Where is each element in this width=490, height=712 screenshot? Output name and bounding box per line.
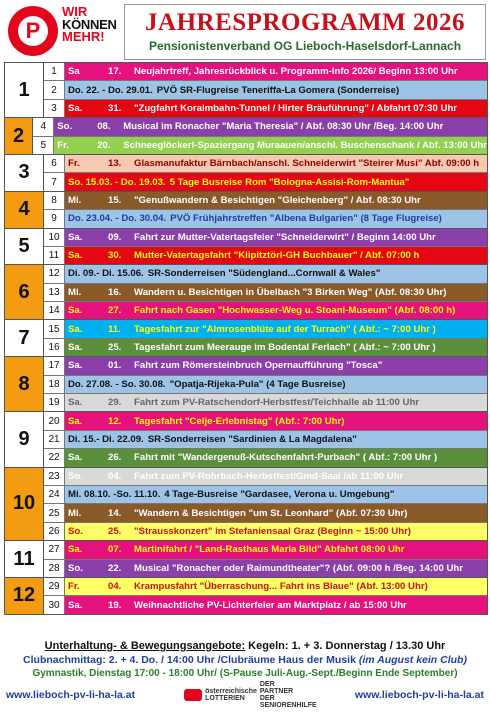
event-cell [65, 229, 487, 246]
month-block [5, 192, 487, 229]
month-number: 2 [5, 118, 33, 154]
event-cell [65, 523, 487, 540]
event-date: 25. [108, 525, 122, 537]
event-title: Martinifahrt / "Land-Rasthaus Maria Bild" Abfahrt 08:00 Uhr [134, 544, 405, 556]
event-date: 31. [108, 102, 122, 114]
page-subtitle: Pensionistenverband OG Lieboch-Haselsdorf-Lannach [148, 39, 462, 53]
footer-line-2-note: (im August kein Club) [358, 654, 467, 666]
event-day: So. [57, 121, 73, 133]
month-number: 8 [5, 357, 44, 411]
event-day: Sa. [68, 415, 83, 427]
footer-line-2-text: Clubnachmittag: 2. + 4. Do. / 14:00 Uhr /Clubräume Haus der Musik [23, 654, 359, 666]
event-day: Sa. [68, 305, 83, 317]
month-events [44, 357, 487, 411]
event-title: Tagesfahrt zum Meerauge im Bodental Ferlach" ( Abf.: ~ 7:00 Uhr ) [134, 342, 436, 354]
month-events [44, 541, 487, 577]
event-row [44, 357, 487, 375]
event-row [44, 265, 487, 283]
event-date: 30. [108, 250, 122, 262]
month-number: 7 [5, 320, 44, 356]
event-cell [65, 394, 487, 411]
event-number: 26 [44, 523, 65, 540]
header [4, 4, 486, 60]
event-cell [65, 578, 487, 595]
event-number: 10 [44, 229, 65, 246]
event-row [44, 504, 487, 522]
event-date: 12. [108, 415, 122, 427]
event-date: 13. [108, 158, 122, 170]
pv-logo [8, 6, 58, 56]
slogan [62, 6, 120, 56]
event-day: Mi. [68, 194, 82, 206]
event-day: Fr. [57, 139, 69, 151]
event-number: 17 [44, 357, 65, 374]
event-number: 18 [44, 376, 65, 393]
event-number: 24 [44, 486, 65, 503]
month-events [44, 412, 487, 466]
slogan-line-2: KÖNNEN [62, 16, 117, 32]
month-block [5, 155, 487, 192]
event-date: 17. [108, 66, 122, 78]
event-date: 20. [97, 139, 111, 151]
event-title: "Zugfahrt Koralmbahn-Tunnel / Hirter Bräuführung" / Abfahrt 07:30 Uhr [134, 102, 458, 114]
event-title: "Genußwandern & Besichtigen "Gleichenberg" / Abf. 08:30 Uhr [134, 194, 421, 206]
event-date: 04. [108, 581, 122, 593]
footer-line-1-label: Unterhaltung- & Bewegungsangebote: [44, 640, 246, 652]
event-title: Tagesfahrt zur "Almrosenblüte auf der Turrach" ( Abf.: ~ 7:00 Uhr ) [134, 323, 436, 335]
event-date: 14. [108, 507, 122, 519]
event-title: SR-Sonderreisen "Südengland...Cornwall & Wales" [147, 268, 381, 280]
event-date: 27. [108, 305, 122, 317]
event-number: 25 [44, 504, 65, 521]
event-row [44, 155, 487, 173]
month-events [44, 63, 487, 117]
logo-letter: P [18, 16, 48, 46]
event-number: 4 [33, 118, 54, 135]
event-day: Fr. [68, 581, 80, 593]
month-block [5, 578, 487, 614]
event-cell [65, 63, 487, 80]
event-title: 4 Tage-Busreise "Gardasee, Verona u. Umgebung" [164, 489, 395, 501]
month-events [44, 320, 487, 356]
event-title: "Strausskonzert" im Stefaniensaal Graz (Beginn ~ 15:00 Uhr) [134, 525, 412, 537]
month-block [5, 63, 487, 118]
lotterien-clover-icon [184, 689, 202, 701]
event-number: 28 [44, 560, 65, 577]
event-date: 07. [108, 544, 122, 556]
event-number: 15 [44, 320, 65, 337]
month-block [5, 265, 487, 320]
event-title: Glasmanufaktur Bärnbach/anschl. Schneiderwirt "Steirer Musi" Abf. 09:00 h [134, 158, 480, 170]
event-cell [65, 320, 487, 337]
footer-line-4 [4, 681, 486, 709]
event-cell [65, 468, 487, 485]
event-number: 1 [44, 63, 65, 80]
event-row [44, 210, 487, 227]
event-number: 6 [44, 155, 65, 172]
event-cell [65, 339, 487, 356]
event-number: 27 [44, 541, 65, 558]
sponsor-main: LOTTERIEN [205, 695, 245, 702]
month-events [44, 265, 487, 319]
month-number: 6 [5, 265, 44, 319]
event-day: Sa. [68, 397, 83, 409]
program-table [4, 62, 488, 615]
event-day: Sa. [68, 342, 83, 354]
month-events [44, 155, 487, 191]
event-day: Sa. [68, 599, 83, 611]
month-block [5, 412, 487, 467]
event-row [44, 63, 487, 81]
event-row [44, 339, 487, 356]
event-day: Sa. [68, 360, 83, 372]
event-number: 23 [44, 468, 65, 485]
event-title: Krampusfahrt "Überraschung... Fahrt ins Blaue" (Abf. 13:00 Uhr) [134, 581, 428, 593]
event-title: Neujahrtreff, Jahresrückblick u. Programm-Info 2026/ Beginn 13:00 Uhr [134, 66, 458, 78]
event-day: Do. 27.08. - So. 30.08. [68, 378, 166, 390]
month-events [44, 468, 487, 541]
month-number: 5 [5, 229, 44, 265]
month-events [44, 229, 487, 265]
event-title: PVÖ Frühjahrstreffen "Albena Bulgarien" (8 Tage Flugreise) [170, 213, 442, 225]
event-cell [65, 376, 487, 393]
event-title: 5 Tage Busreise Rom "Bologna-Assisi-Rom-Mantua" [169, 176, 410, 188]
program-page [4, 4, 487, 709]
month-number: 11 [5, 541, 44, 577]
event-number: 29 [44, 578, 65, 595]
month-block [5, 320, 487, 357]
event-cell [65, 357, 487, 374]
month-block [5, 118, 487, 155]
event-title: Fahrt mit "Wandergenuß-Kutschenfahrt-Purbach" ( Abf.: 7:00 Uhr ) [134, 452, 438, 464]
event-day: Sa. [68, 102, 83, 114]
event-row [44, 320, 487, 338]
event-cell [65, 265, 487, 282]
event-cell [65, 302, 487, 319]
title-box [124, 4, 486, 60]
footer-line-1 [4, 640, 486, 652]
event-day: So. [68, 470, 83, 482]
month-number: 1 [5, 63, 44, 117]
event-cell [65, 449, 487, 466]
event-row [44, 376, 487, 394]
slogan-line-3: MEHR! [62, 29, 105, 44]
event-date: 29. [108, 397, 122, 409]
event-number: 3 [44, 100, 65, 117]
footer-line-2 [4, 654, 486, 666]
event-day: So. 15.03. - Do. 19.03. [68, 176, 166, 188]
month-number: 3 [5, 155, 44, 191]
event-title: Fahrt zur Mutter-Vatertagsfeier "Schneiderwirt" / Beginn 14:00 Uhr [134, 231, 436, 243]
event-row [44, 523, 487, 540]
event-date: 04. [108, 470, 122, 482]
sponsor-top: österreichische [205, 688, 257, 695]
event-title: Tagesfahrt "Celje-Erlebnistag" (Abf.: 7:00 Uhr) [134, 415, 345, 427]
event-day: Mi. [68, 507, 82, 519]
event-date: 19. [108, 599, 122, 611]
event-date: 26. [108, 452, 122, 464]
event-number: 5 [33, 137, 54, 154]
event-row [44, 578, 487, 596]
event-date: 11. [108, 323, 121, 335]
event-number: 13 [44, 284, 65, 301]
event-day: Mi. 08.10. -So. 11.10. [68, 489, 161, 501]
month-block [5, 357, 487, 412]
footer-line-1-text: Kegeln: 1. + 3. Donnerstag / 13.30 Uhr [245, 640, 446, 652]
event-number: 14 [44, 302, 65, 319]
event-row [44, 100, 487, 117]
event-title: Fahrt zum Römersteinbruch Opernaufführung "Tosca" [134, 360, 383, 372]
event-number: 2 [44, 81, 65, 98]
month-number: 9 [5, 412, 44, 466]
event-title: Fahrt zum PV-Ratschendorf-Herbstfest/Teichhalle ab 11:00 Uhr [134, 397, 420, 409]
event-title: PVÖ SR-Flugreise Teneriffa-La Gomera (Sonderreise) [156, 84, 400, 96]
event-title: SR-Sonderreisen "Sardinien & La Magdalena" [147, 434, 357, 445]
event-number: 16 [44, 339, 65, 356]
event-cell [65, 155, 487, 172]
event-day: Sa. [68, 231, 83, 243]
event-number: 19 [44, 394, 65, 411]
month-block [5, 541, 487, 578]
footer [4, 640, 486, 709]
event-row [44, 596, 487, 613]
event-day: Sa. [68, 323, 83, 335]
event-cell [65, 192, 487, 209]
event-row [44, 449, 487, 466]
event-row [33, 118, 487, 136]
month-number: 10 [5, 468, 44, 541]
event-day: Sa. [68, 452, 83, 464]
sponsor-partner: DER PARTNER DER SENIORENHILFE [259, 681, 317, 709]
event-day: Do. 22. - Do. 29.01. [68, 84, 153, 96]
event-row [44, 192, 487, 210]
event-date: 25. [108, 342, 122, 354]
event-number: 7 [44, 173, 65, 190]
event-cell [54, 137, 487, 154]
website-link-left[interactable]: www.lieboch-pv-li-ha-la.at [6, 689, 136, 701]
event-cell [65, 210, 487, 227]
month-events [44, 578, 487, 614]
event-cell [65, 596, 487, 613]
event-title: "Opatja-Rijeka-Pula" (4 Tage Busreise) [169, 378, 346, 390]
event-cell [65, 247, 487, 264]
event-cell [65, 81, 487, 98]
event-row [44, 541, 487, 559]
event-day: Sa. [68, 250, 83, 262]
event-title: Mutter-Vatertagsfahrt "Klipitztörl-GH Buchbauer" / Abf. 07:00 h [134, 250, 420, 262]
event-row [44, 412, 487, 430]
footer-line-3: Gymnastik, Dienstag 17:00 - 18:00 Uhr/ (S-Pause Juli-Aug.-Sept./Beginn Ende September) [32, 668, 458, 679]
event-number: 22 [44, 449, 65, 466]
event-cell [54, 118, 487, 135]
event-title: Fahrt nach Gasen "Hochwasser-Weg u. Stoani-Museum" (Abf. 08:00 h) [134, 305, 456, 317]
event-number: 21 [44, 431, 65, 448]
event-number: 9 [44, 210, 65, 227]
event-cell [65, 560, 487, 577]
event-title: "Wandern & Besichtigen "um St. Leonhard" (Abf. 07:30 Uhr) [134, 507, 408, 519]
event-number: 12 [44, 265, 65, 282]
event-title: Wandern u. Besichtigen in Übelbach "3 Birken Weg" (Abf. 08:30 Uhr) [134, 286, 447, 298]
slogan-line-1: WIR [62, 4, 88, 19]
sponsor-text [205, 688, 257, 702]
event-day: Mi. [68, 286, 82, 298]
event-number: 11 [44, 247, 65, 264]
event-day: Di. 09.- Di. 15.06. [68, 268, 144, 280]
event-cell [65, 504, 487, 521]
event-row [33, 137, 487, 154]
event-title: Schneeglöckerl-Spaziergang Muraauen/anschl. Buschenschank / Abf. 13:00 Uhr [123, 139, 487, 151]
event-day: Fr. [68, 158, 80, 170]
event-row [44, 302, 487, 319]
event-date: 01. [108, 360, 122, 372]
month-block [5, 468, 487, 542]
sponsor-logo [184, 681, 317, 709]
event-cell [65, 486, 487, 503]
event-number: 8 [44, 192, 65, 209]
event-day: So. [68, 525, 83, 537]
event-cell [65, 431, 487, 448]
event-title: Musical "Ronacher oder Raimundtheater"? (Abf. 09:00 h /Beg. 14:00 Uhr [134, 562, 463, 574]
month-block [5, 229, 487, 266]
event-date: 16. [108, 286, 122, 298]
event-cell [65, 412, 487, 429]
event-date: 15. [108, 194, 122, 206]
page-title: JAHRESPROGRAMM 2026 [145, 9, 465, 36]
event-cell [65, 100, 487, 117]
event-number: 20 [44, 412, 65, 429]
event-row [44, 560, 487, 577]
event-day: Do. 23.04. - Do. 30.04. [68, 213, 167, 225]
event-day: Di. 15.- Di. 22.09. [68, 434, 144, 445]
event-row [44, 247, 487, 264]
event-row [44, 173, 487, 190]
event-title: Weihnachtliche PV-Lichterfeier am Marktplatz / ab 15:00 Uhr [134, 599, 407, 611]
event-date: 09. [108, 231, 122, 243]
event-cell [65, 284, 487, 301]
event-row [44, 284, 487, 302]
event-date: 22. [108, 562, 122, 574]
month-number: 12 [5, 578, 44, 614]
event-cell [65, 541, 487, 558]
month-events [44, 192, 487, 228]
event-row [44, 394, 487, 411]
month-events [33, 118, 487, 154]
event-title: Fahrt zum PV-Rohrbach-Herbstfest/Gmd-Saal /ab 11:00 Uhr [134, 470, 404, 482]
event-row [44, 229, 487, 247]
website-link-right[interactable]: www.lieboch-pv-li-ha-la.at [354, 689, 484, 701]
event-row [44, 431, 487, 449]
event-row [44, 468, 487, 486]
event-day: Sa. [68, 544, 83, 556]
event-row [44, 486, 487, 504]
event-date: 08. [97, 121, 111, 133]
month-number: 4 [5, 192, 44, 228]
event-title: Musical im Ronacher "Maria Theresia" / Abf. 08:30 Uhr /Beg. 14:00 Uhr [123, 121, 444, 133]
event-cell [65, 173, 487, 190]
event-row [44, 81, 487, 99]
event-day: So. [68, 562, 83, 574]
event-number: 30 [44, 596, 65, 613]
event-day: Sa [68, 66, 80, 78]
